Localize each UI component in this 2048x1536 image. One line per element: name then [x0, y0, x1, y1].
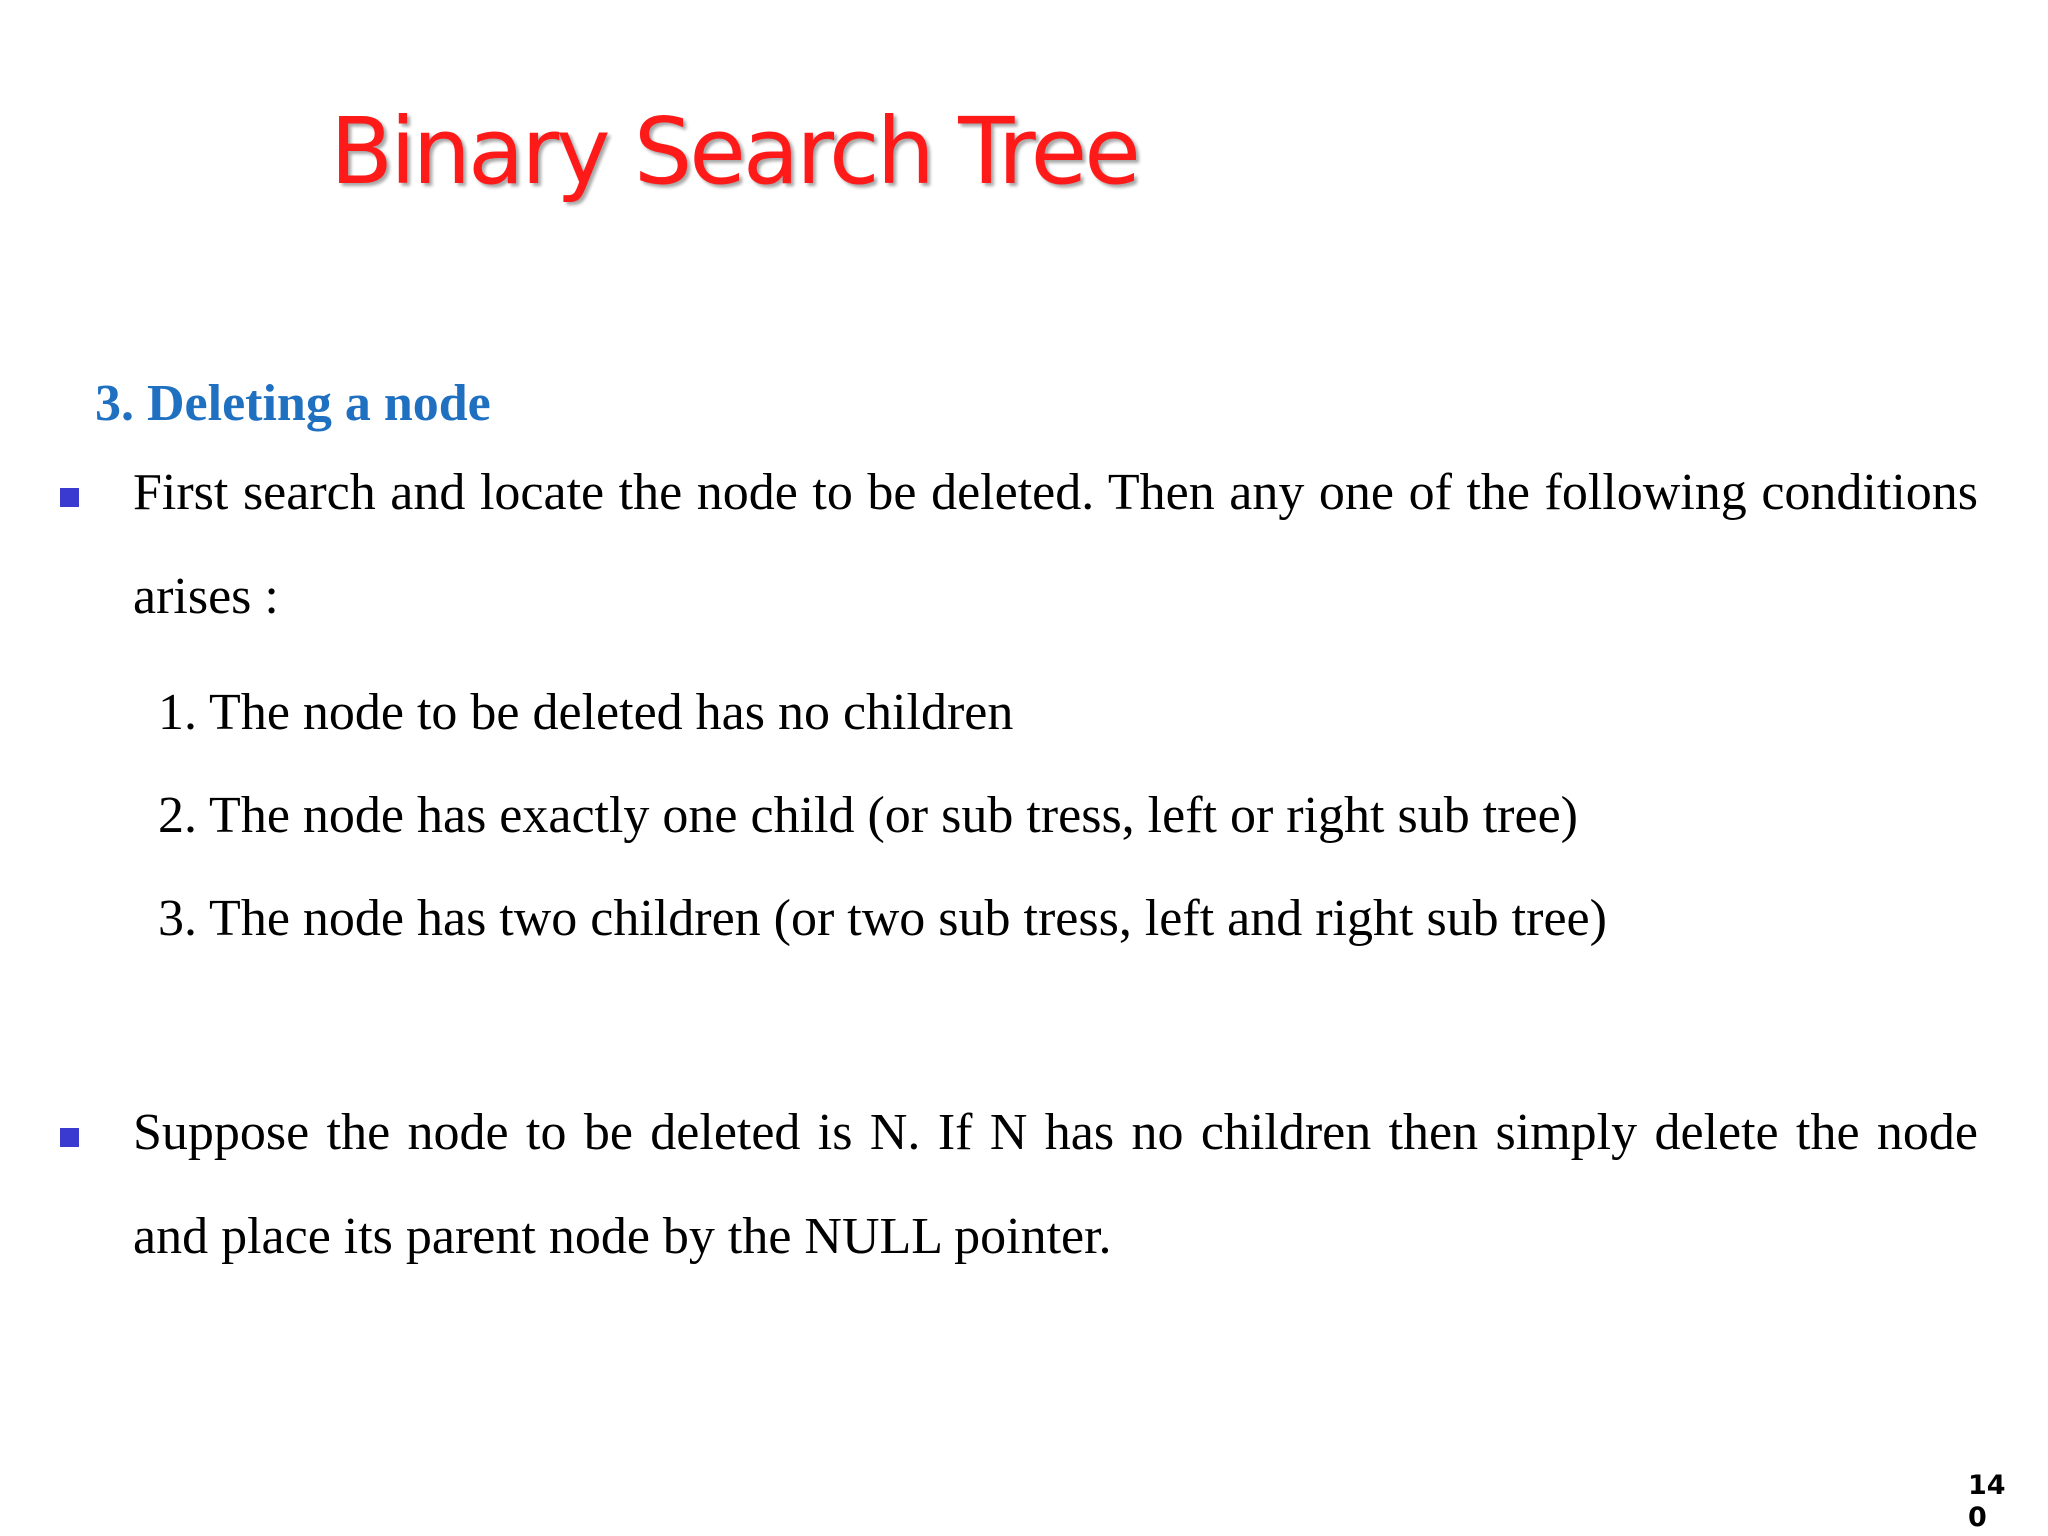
bullet-paragraph-1: First search and locate the node to be deleted. Then any one of the following conditions arises : — [133, 464, 1978, 625]
slide-title: Binary Search Tree — [330, 98, 1138, 205]
bullet-square-icon — [60, 488, 79, 507]
condition-item-3: 3. The node has two children (or two sub tress, left and right sub tree) — [158, 890, 1607, 947]
bullet-paragraph-2: Suppose the node to be deleted is N. If N has no children then simply delete the node and place its parent node by the NULL pointer. — [133, 1104, 1978, 1265]
condition-item-2: 2. The node has exactly one child (or sub tress, left or right sub tree) — [158, 787, 1578, 844]
page-number: 140 — [1968, 1470, 2006, 1533]
bullet-square-icon — [60, 1128, 79, 1147]
condition-item-1: 1. The node to be deleted has no children — [158, 684, 1014, 741]
section-heading: 3. Deleting a node — [95, 375, 491, 432]
